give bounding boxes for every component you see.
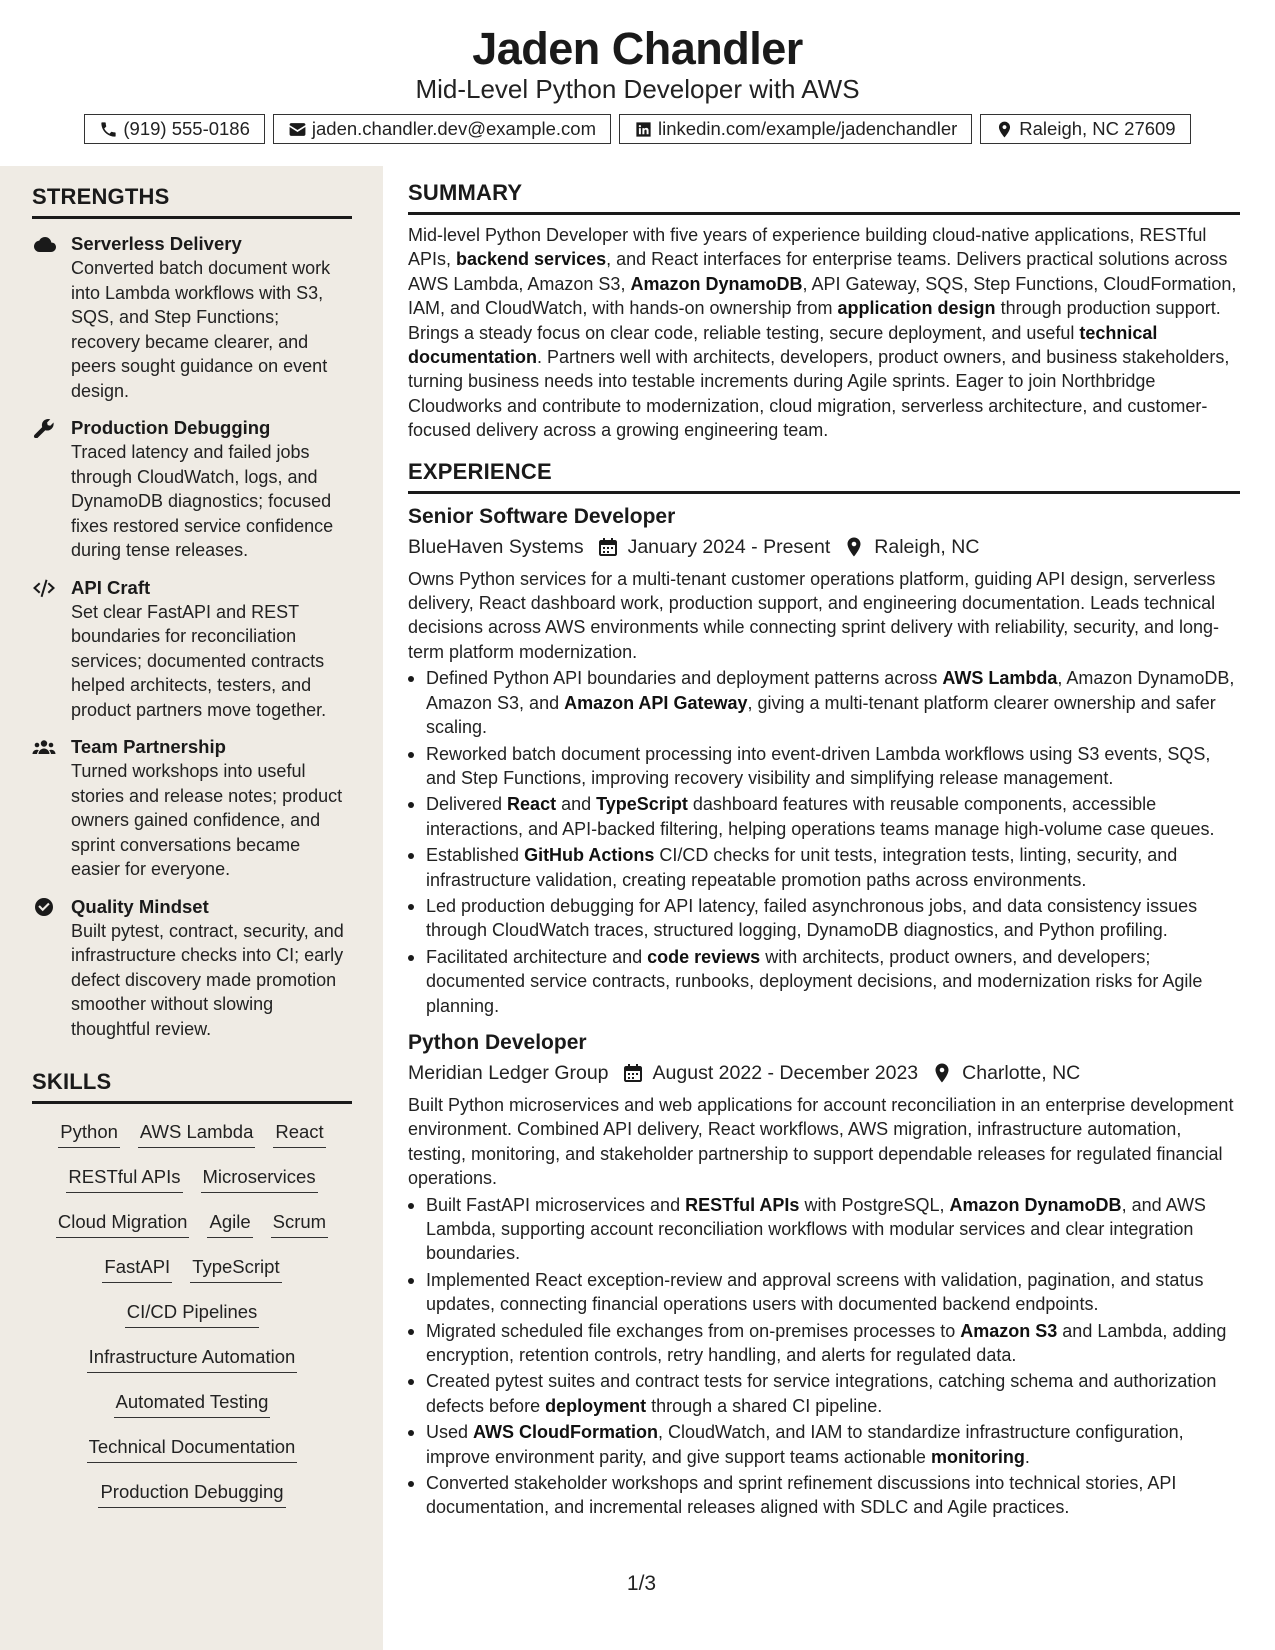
company-name: Meridian Ledger Group: [408, 1061, 609, 1084]
bold-keyword: Amazon S3: [960, 1320, 1058, 1341]
skill-row: [58, 1112, 325, 1157]
contact-phone-text: (919) 555-0186: [123, 118, 250, 139]
job-bullet: Used AWS CloudFormation, CloudWatch, and IAM to standardize infrastructure configuration, improve environment parity, and give support teams actionable monitoring.: [408, 1420, 1240, 1469]
skill-tag: Technical Documentation: [87, 1434, 298, 1463]
job-bullet: Established GitHub Actions CI/CD checks for unit tests, integration tests, linting, security, and infrastructure validation, creating repeatable promotion paths across environments.: [408, 843, 1240, 892]
strength-item: [32, 231, 352, 403]
contact-email[interactable]: [273, 114, 611, 144]
strength-title: Serverless Delivery: [71, 233, 242, 254]
sidebar: [0, 166, 383, 1650]
job-bullet: Facilitated architecture and code reviews with architects, product owners, and developers; documented service contracts, runbooks, deployment decisions, and modernization risks for Agile planning.: [408, 945, 1240, 1018]
job-bullet: Defined Python API boundaries and deployment patterns across AWS Lambda, Amazon DynamoDB, Amazon S3, and Amazon API Gateway, giving a multi-tenant platform clearer ownership and safer scaling.: [408, 666, 1240, 739]
job-description: Owns Python services for a multi-tenant customer operations platform, guiding API design, serverless delivery, React dashboard work, production support, and engineering documentation. Leads technical decisions across AWS environments while connecting sprint delivery with reliability, security, and long-term platform modernization.: [408, 568, 1220, 662]
strength-description: Set clear FastAPI and REST boundaries for reconciliation services; documented contracts helped architects, testers, and product partners move together.: [71, 601, 327, 720]
map-pin-icon: [844, 537, 864, 557]
skill-row: [87, 1337, 298, 1382]
calendar-icon: [598, 537, 618, 557]
job-location: Raleigh, NC: [874, 535, 980, 558]
contact-location[interactable]: [980, 114, 1190, 144]
bold-keyword: Amazon DynamoDB: [949, 1194, 1122, 1215]
bold-keyword: AWS Lambda: [942, 668, 1058, 689]
job-meta: [408, 532, 1240, 562]
skill-tag: Automated Testing: [114, 1389, 271, 1418]
skill-tag: Agile: [207, 1209, 252, 1238]
job-location: Charlotte, NC: [962, 1061, 1081, 1084]
contact-bar: [0, 114, 1275, 144]
company-name: BlueHaven Systems: [408, 535, 584, 558]
strength-item: [32, 734, 352, 882]
code-icon: [32, 578, 56, 598]
skill-row: [98, 1472, 285, 1517]
job-title: Senior Software Developer: [408, 504, 676, 528]
strength-title: API Craft: [71, 576, 151, 598]
summary-paragraph: Mid-level Python Developer with five years of experience building cloud-native applications, RESTful APIs, backend services, and React interfaces for enterprise teams. Delivers practical solutions across AWS Lambda, Amazon S3, Amazon DynamoDB, API Gateway, SQS, Step Functions, CloudFormation, IAM, and CloudWatch, with hands-on ownership from application design through production support. Brings a steady focus on clear code, reliable testing, secure deployment, and useful technical documentation. Partners well with architects, developers, product owners, and business stakeholders, turning business needs into testable increments during Agile sprints. Eager to join Northbridge Cloudworks and contribute to modernization, cloud migration, serverless architecture, and customer-focused delivery across a growing engineering team.: [408, 225, 1237, 441]
job-entry: [408, 502, 1240, 1018]
strength-title: Quality Mindset: [71, 895, 209, 917]
contact-phone[interactable]: [84, 114, 265, 144]
strength-title: Team Partnership: [71, 736, 226, 757]
bold-keyword: AWS CloudFormation: [473, 1422, 659, 1443]
bold-keyword: React: [507, 794, 557, 815]
job-entry: [408, 1028, 1240, 1520]
skill-row: [114, 1382, 271, 1427]
strength-item: [32, 575, 352, 723]
job-bullet: Built FastAPI microservices and RESTful APIs with PostgreSQL, Amazon DynamoDB, and AWS Lambda, supporting account reconciliation workflows with modular services and clear integration boundaries.: [408, 1193, 1240, 1266]
bold-keyword: application design: [837, 298, 996, 319]
candidate-headline: Mid-Level Python Developer with AWS: [415, 74, 860, 104]
summary-heading: SUMMARY: [408, 178, 1240, 215]
bold-keyword: deployment: [545, 1395, 647, 1416]
skills-list: [32, 1112, 352, 1517]
skill-tag: Python: [58, 1119, 120, 1148]
job-bullet: Migrated scheduled file exchanges from on-premises processes to Amazon S3 and Lambda, adding encryption, retention controls, retry handling, and alerts for regulated data.: [408, 1319, 1240, 1368]
experience-heading: EXPERIENCE: [408, 457, 1240, 494]
skill-row: [102, 1247, 281, 1292]
skill-row: [87, 1427, 298, 1472]
bold-keyword: monitoring: [930, 1446, 1025, 1467]
users-icon: [32, 737, 56, 757]
bold-keyword: backend services: [456, 249, 607, 270]
check-circle-icon: [32, 897, 56, 917]
bold-keyword: code reviews: [647, 946, 761, 967]
map-pin-icon: [932, 1063, 952, 1083]
job-bullets: [408, 666, 1240, 1018]
skill-tag: RESTful APIs: [66, 1164, 182, 1193]
contact-linkedin[interactable]: [619, 114, 972, 144]
bold-keyword: GitHub Actions: [524, 845, 655, 866]
skill-tag: AWS Lambda: [138, 1119, 255, 1148]
skill-tag: Scrum: [271, 1209, 328, 1238]
bold-keyword: Amazon API Gateway: [564, 692, 748, 713]
skill-row: [125, 1292, 260, 1337]
strength-description: Traced latency and failed jobs through CloudWatch, logs, and DynamoDB diagnostics; focused fixes restored service confidence during tense releases.: [71, 442, 334, 560]
job-bullet: Reworked batch document processing into event-driven Lambda workflows using S3 events, SQS, and Step Functions, improving recovery visibility and simplifying release management.: [408, 742, 1240, 791]
page-number: 1/3: [626, 1572, 657, 1595]
strengths-heading: STRENGTHS: [32, 182, 352, 219]
skill-tag: Infrastructure Automation: [87, 1344, 298, 1373]
cloud-icon: [32, 234, 56, 254]
skill-tag: CI/CD Pipelines: [125, 1299, 260, 1328]
main-content: [408, 178, 1240, 1522]
strength-item: [32, 415, 352, 563]
skill-tag: Production Debugging: [98, 1479, 285, 1508]
job-dates: January 2024 - Present: [627, 535, 831, 558]
job-bullet: Led production debugging for API latency, failed asynchronous jobs, and data consistency issues through CloudWatch traces, structured logging, DynamoDB diagnostics, and Python profiling.: [408, 894, 1240, 943]
strength-title: Production Debugging: [71, 417, 271, 438]
skill-row: [56, 1202, 328, 1247]
contact-linkedin-text: linkedin.com/example/jadenchandler: [658, 118, 958, 139]
job-meta: [408, 1058, 1240, 1088]
skill-tag: Cloud Migration: [56, 1209, 190, 1238]
calendar-icon: [623, 1063, 643, 1083]
job-title: Python Developer: [408, 1030, 587, 1054]
contact-email-text: jaden.chandler.dev@example.com: [311, 118, 597, 139]
job-bullets: [408, 1193, 1240, 1520]
candidate-name: Jaden Chandler: [472, 23, 803, 74]
skill-row: [66, 1157, 317, 1202]
job-bullet: Created pytest suites and contract tests for service integrations, catching schema and authorization defects before deployment through a shared CI pipeline.: [408, 1369, 1240, 1418]
strength-description: Converted batch document work into Lambda workflows with S3, SQS, and Step Functions; recovery became clearer, and peers sought guidance on event design.: [71, 258, 331, 401]
strength-description: Built pytest, contract, security, and infrastructure checks into CI; early defect discovery made promotion smoother without slowing thoughtful review.: [71, 920, 344, 1039]
skills-heading: SKILLS: [32, 1067, 352, 1104]
job-bullet: Implemented React exception-review and approval screens with validation, pagination, and status updates, connecting financial operations users with documented backend endpoints.: [408, 1268, 1240, 1317]
linkedin-icon: [634, 120, 653, 139]
skill-tag: React: [273, 1119, 325, 1148]
envelope-icon: [288, 120, 307, 139]
strength-description: Turned workshops into useful stories and release notes; product owners gained confidence, and sprint conversations became easier for everyone.: [71, 761, 343, 879]
job-bullet: Converted stakeholder workshops and sprint refinement discussions into technical stories, API documentation, and incremental releases aligned with SDLC and Agile practices.: [408, 1471, 1240, 1520]
strength-item: [32, 894, 352, 1042]
map-pin-icon: [995, 120, 1014, 139]
bold-keyword: TypeScript: [596, 794, 688, 815]
bold-keyword: Amazon DynamoDB: [630, 273, 803, 294]
bold-keyword: technical documentation: [408, 322, 1158, 368]
job-description: Built Python microservices and web applications for account reconciliation in an enterprise development environment. Combined API delivery, React workflows, AWS migration, infrastructure automation, testing, monitoring, and stakeholder partnership to support dependable releases for regulated financial operations.: [408, 1094, 1234, 1189]
job-bullet: Delivered React and TypeScript dashboard features with reusable components, accessible interactions, and API-backed filtering, helping operations teams manage high-volume case queues.: [408, 792, 1240, 841]
skill-tag: Microservices: [201, 1164, 318, 1193]
job-dates: August 2022 - December 2023: [652, 1061, 919, 1084]
phone-icon: [99, 120, 118, 139]
wrench-icon: [32, 418, 56, 438]
bold-keyword: RESTful APIs: [685, 1194, 800, 1215]
resume-header: [0, 0, 1275, 166]
contact-location-text: Raleigh, NC 27609: [1019, 118, 1176, 139]
skill-tag: TypeScript: [190, 1254, 281, 1283]
skill-tag: FastAPI: [102, 1254, 172, 1283]
